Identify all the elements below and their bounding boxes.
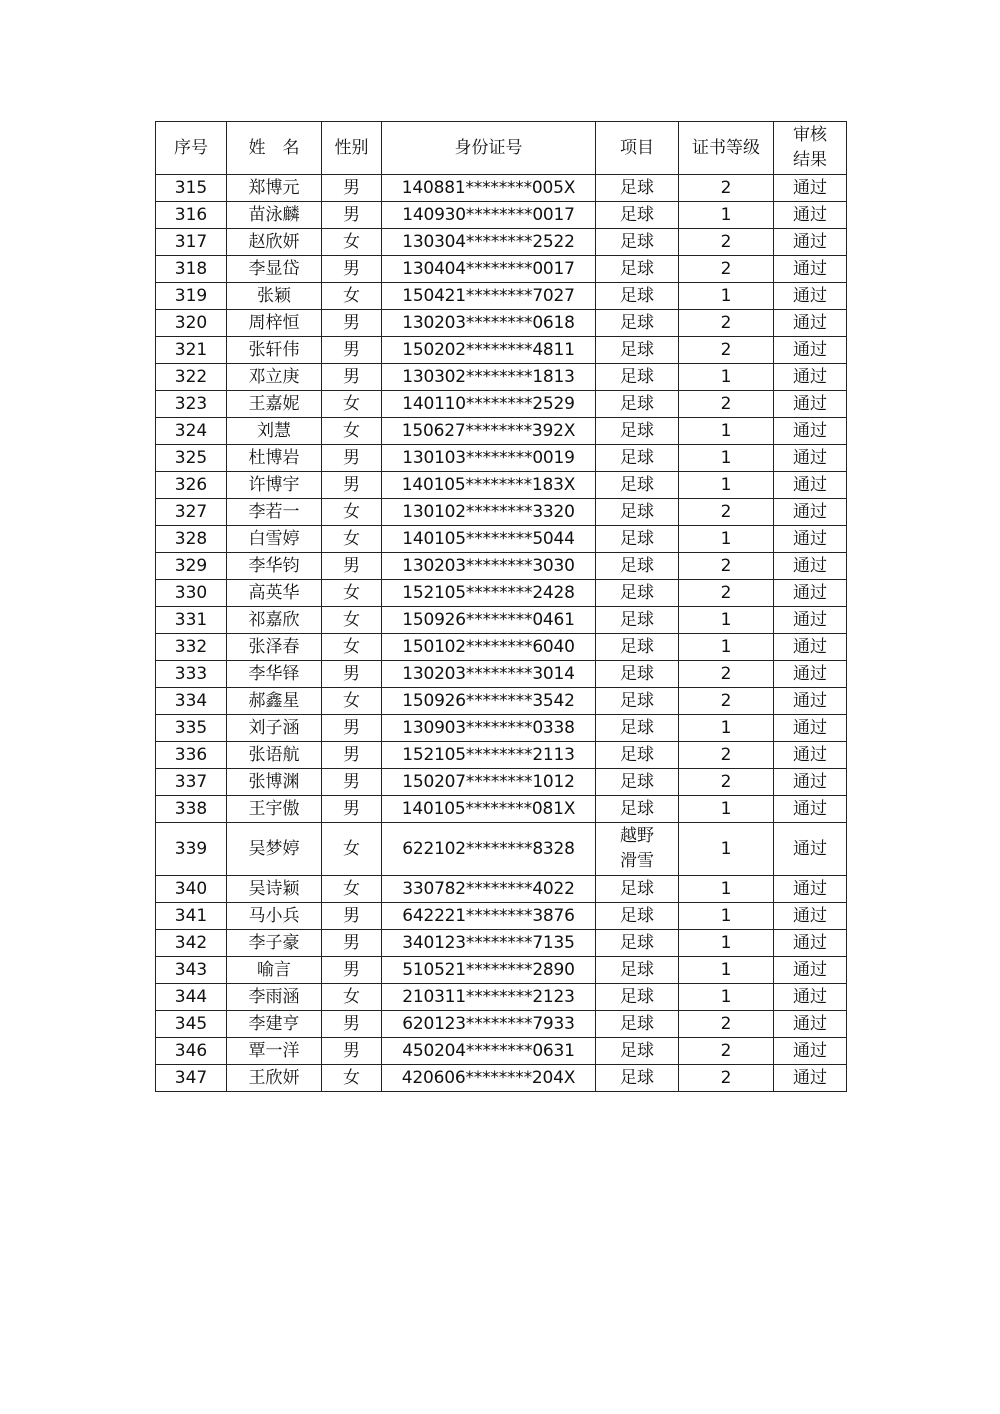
cell-event: 足球	[596, 1038, 679, 1065]
header-review-result-line1: 审核	[793, 125, 827, 145]
cell-id-number: 150207********1012	[382, 769, 596, 796]
cell-name: 李华钧	[227, 553, 322, 580]
header-id-number: 身份证号	[382, 122, 596, 175]
cell-event: 足球	[596, 472, 679, 499]
cell-id-number: 140105********5044	[382, 526, 596, 553]
cell-gender: 男	[322, 796, 382, 823]
cell-event: 足球	[596, 607, 679, 634]
header-review-result-line2: 结果	[793, 150, 827, 170]
cell-certificate-level: 1	[679, 876, 774, 903]
table-row	[156, 580, 847, 607]
cell-name: 吴梦婷	[227, 823, 322, 876]
cell-name: 喻言	[227, 957, 322, 984]
cell-review-result: 通过	[774, 337, 847, 364]
cell-name: 张轩伟	[227, 337, 322, 364]
cell-id-number: 152105********2428	[382, 580, 596, 607]
cell-id-number: 130903********0338	[382, 715, 596, 742]
cell-event: 足球	[596, 229, 679, 256]
cell-seq: 342	[156, 930, 227, 957]
cell-event-line1: 越野	[620, 826, 654, 846]
cell-gender: 女	[322, 229, 382, 256]
cell-event: 足球	[596, 661, 679, 688]
cell-certificate-level: 2	[679, 688, 774, 715]
cell-id-number: 340123********7135	[382, 930, 596, 957]
cell-certificate-level: 1	[679, 607, 774, 634]
table-body	[156, 175, 847, 1092]
cell-event: 足球	[596, 1011, 679, 1038]
cell-id-number: 150202********4811	[382, 337, 596, 364]
cell-event: 足球	[596, 634, 679, 661]
cell-name: 郑博元	[227, 175, 322, 202]
cell-review-result: 通过	[774, 445, 847, 472]
cell-name: 邓立庚	[227, 364, 322, 391]
cell-certificate-level: 2	[679, 391, 774, 418]
cell-name: 张泽春	[227, 634, 322, 661]
cell-review-result: 通过	[774, 175, 847, 202]
cell-seq: 324	[156, 418, 227, 445]
cell-id-number: 642221********3876	[382, 903, 596, 930]
cell-gender: 女	[322, 823, 382, 876]
cell-certificate-level: 2	[679, 1065, 774, 1092]
cell-event: 足球	[596, 1065, 679, 1092]
cell-id-number: 130304********2522	[382, 229, 596, 256]
cell-event: 足球	[596, 957, 679, 984]
cell-name: 李建亨	[227, 1011, 322, 1038]
cell-certificate-level: 1	[679, 634, 774, 661]
cell-gender: 男	[322, 364, 382, 391]
cell-seq: 345	[156, 1011, 227, 1038]
table-row	[156, 661, 847, 688]
table-row	[156, 445, 847, 472]
table-row	[156, 526, 847, 553]
table-row	[156, 634, 847, 661]
cell-review-result: 通过	[774, 634, 847, 661]
cell-event: 足球	[596, 715, 679, 742]
header-gender: 性别	[322, 122, 382, 175]
cell-gender: 男	[322, 930, 382, 957]
cell-event: 足球	[596, 553, 679, 580]
cell-seq: 344	[156, 984, 227, 1011]
table-row	[156, 391, 847, 418]
header-review-result-stack	[793, 123, 827, 173]
table-row	[156, 553, 847, 580]
cell-review-result: 通过	[774, 742, 847, 769]
cell-name: 高英华	[227, 580, 322, 607]
cell-review-result: 通过	[774, 661, 847, 688]
cell-id-number: 620123********7933	[382, 1011, 596, 1038]
cell-certificate-level: 2	[679, 229, 774, 256]
cell-id-number: 152105********2113	[382, 742, 596, 769]
cell-gender: 女	[322, 580, 382, 607]
table-row	[156, 418, 847, 445]
cell-event: 足球	[596, 580, 679, 607]
cell-seq: 329	[156, 553, 227, 580]
cell-review-result: 通过	[774, 930, 847, 957]
cell-seq: 318	[156, 256, 227, 283]
table-row	[156, 472, 847, 499]
cell-certificate-level: 2	[679, 580, 774, 607]
cell-name: 杜博岩	[227, 445, 322, 472]
cell-event: 足球	[596, 876, 679, 903]
cell-seq: 321	[156, 337, 227, 364]
cell-review-result: 通过	[774, 391, 847, 418]
cell-gender: 女	[322, 499, 382, 526]
cell-review-result: 通过	[774, 1065, 847, 1092]
cell-review-result: 通过	[774, 229, 847, 256]
cell-name: 张语航	[227, 742, 322, 769]
cell-review-result: 通过	[774, 526, 847, 553]
cell-id-number: 330782********4022	[382, 876, 596, 903]
cell-name: 王嘉妮	[227, 391, 322, 418]
cell-certificate-level: 2	[679, 1011, 774, 1038]
cell-seq: 323	[156, 391, 227, 418]
cell-seq: 337	[156, 769, 227, 796]
cell-gender: 男	[322, 256, 382, 283]
table-row	[156, 876, 847, 903]
cell-id-number: 420606********204X	[382, 1065, 596, 1092]
cell-gender: 男	[322, 337, 382, 364]
cell-gender: 男	[322, 903, 382, 930]
cell-gender: 男	[322, 661, 382, 688]
cell-event	[596, 823, 679, 876]
cell-seq: 341	[156, 903, 227, 930]
cell-id-number: 150926********3542	[382, 688, 596, 715]
cell-gender: 女	[322, 607, 382, 634]
cell-review-result: 通过	[774, 769, 847, 796]
cell-event: 足球	[596, 256, 679, 283]
cell-review-result: 通过	[774, 796, 847, 823]
cell-certificate-level: 1	[679, 903, 774, 930]
table-row	[156, 742, 847, 769]
cell-gender: 女	[322, 391, 382, 418]
table-row	[156, 930, 847, 957]
table-row	[156, 688, 847, 715]
cell-certificate-level: 2	[679, 661, 774, 688]
cell-gender: 男	[322, 202, 382, 229]
cell-review-result: 通过	[774, 876, 847, 903]
cell-event: 足球	[596, 283, 679, 310]
cell-event: 足球	[596, 769, 679, 796]
cell-name: 覃一洋	[227, 1038, 322, 1065]
header-name: 姓 名	[227, 122, 322, 175]
cell-gender: 男	[322, 957, 382, 984]
cell-id-number: 130404********0017	[382, 256, 596, 283]
table-row	[156, 499, 847, 526]
table-row	[156, 175, 847, 202]
cell-review-result: 通过	[774, 607, 847, 634]
table-row	[156, 607, 847, 634]
header-event: 项目	[596, 122, 679, 175]
cell-gender: 男	[322, 742, 382, 769]
cell-certificate-level: 2	[679, 175, 774, 202]
cell-id-number: 130203********0618	[382, 310, 596, 337]
cell-seq: 319	[156, 283, 227, 310]
cell-review-result: 通过	[774, 499, 847, 526]
cell-certificate-level: 1	[679, 418, 774, 445]
cell-certificate-level: 1	[679, 957, 774, 984]
cell-id-number: 130103********0019	[382, 445, 596, 472]
cell-event: 足球	[596, 526, 679, 553]
cell-gender: 男	[322, 445, 382, 472]
cell-certificate-level: 1	[679, 472, 774, 499]
cell-event: 足球	[596, 984, 679, 1011]
cell-review-result: 通过	[774, 472, 847, 499]
cell-name: 李显岱	[227, 256, 322, 283]
cell-id-number: 622102********8328	[382, 823, 596, 876]
cell-id-number: 140881********005X	[382, 175, 596, 202]
cell-review-result: 通过	[774, 553, 847, 580]
cell-id-number: 150926********0461	[382, 607, 596, 634]
table-row	[156, 769, 847, 796]
cell-seq: 340	[156, 876, 227, 903]
cell-seq: 331	[156, 607, 227, 634]
cell-id-number: 130302********1813	[382, 364, 596, 391]
cell-certificate-level: 2	[679, 1038, 774, 1065]
cell-certificate-level: 1	[679, 283, 774, 310]
cell-gender: 女	[322, 418, 382, 445]
cell-id-number: 140105********081X	[382, 796, 596, 823]
cell-review-result: 通过	[774, 202, 847, 229]
cell-event: 足球	[596, 445, 679, 472]
cell-gender: 男	[322, 1011, 382, 1038]
cell-id-number: 150421********7027	[382, 283, 596, 310]
cell-name: 李华铎	[227, 661, 322, 688]
cell-certificate-level: 2	[679, 310, 774, 337]
cell-review-result: 通过	[774, 903, 847, 930]
table-header	[156, 122, 847, 175]
cell-event: 足球	[596, 202, 679, 229]
cell-certificate-level: 1	[679, 930, 774, 957]
cell-seq: 326	[156, 472, 227, 499]
cell-name: 郝鑫星	[227, 688, 322, 715]
cell-certificate-level: 1	[679, 445, 774, 472]
cell-certificate-level: 2	[679, 337, 774, 364]
cell-name: 李雨涵	[227, 984, 322, 1011]
cell-certificate-level: 1	[679, 796, 774, 823]
table-row	[156, 256, 847, 283]
cell-certificate-level: 1	[679, 526, 774, 553]
cell-event: 足球	[596, 796, 679, 823]
cell-event: 足球	[596, 391, 679, 418]
cell-name: 张颖	[227, 283, 322, 310]
cell-gender: 女	[322, 688, 382, 715]
cell-event: 足球	[596, 688, 679, 715]
cell-review-result: 通过	[774, 283, 847, 310]
table-row	[156, 957, 847, 984]
cell-event: 足球	[596, 930, 679, 957]
table-row	[156, 1038, 847, 1065]
cell-review-result: 通过	[774, 418, 847, 445]
cell-seq: 334	[156, 688, 227, 715]
cell-certificate-level: 1	[679, 715, 774, 742]
cell-name: 祁嘉欣	[227, 607, 322, 634]
cell-seq: 325	[156, 445, 227, 472]
cell-name: 赵欣妍	[227, 229, 322, 256]
cell-id-number: 140110********2529	[382, 391, 596, 418]
cell-id-number: 130203********3014	[382, 661, 596, 688]
cell-seq: 327	[156, 499, 227, 526]
table-row	[156, 337, 847, 364]
header-review-result	[774, 122, 847, 175]
cell-seq: 335	[156, 715, 227, 742]
table-row	[156, 903, 847, 930]
cell-seq: 338	[156, 796, 227, 823]
cell-event: 足球	[596, 418, 679, 445]
table-row	[156, 229, 847, 256]
cell-seq: 339	[156, 823, 227, 876]
cell-review-result: 通过	[774, 984, 847, 1011]
cell-seq: 346	[156, 1038, 227, 1065]
cell-review-result: 通过	[774, 1038, 847, 1065]
header-row	[156, 122, 847, 175]
header-certificate-level: 证书等级	[679, 122, 774, 175]
cell-certificate-level: 2	[679, 742, 774, 769]
cell-gender: 女	[322, 876, 382, 903]
cell-seq: 347	[156, 1065, 227, 1092]
cell-name: 张博渊	[227, 769, 322, 796]
cell-review-result: 通过	[774, 580, 847, 607]
table-row	[156, 823, 847, 876]
cell-certificate-level: 1	[679, 364, 774, 391]
cell-event-stack	[620, 824, 654, 874]
cell-gender: 女	[322, 283, 382, 310]
cell-seq: 328	[156, 526, 227, 553]
cell-certificate-level: 2	[679, 769, 774, 796]
cell-seq: 333	[156, 661, 227, 688]
cell-gender: 女	[322, 526, 382, 553]
cell-event: 足球	[596, 337, 679, 364]
table-row	[156, 202, 847, 229]
cell-seq: 343	[156, 957, 227, 984]
cell-name: 李若一	[227, 499, 322, 526]
cell-review-result: 通过	[774, 1011, 847, 1038]
cell-gender: 男	[322, 472, 382, 499]
cell-id-number: 130102********3320	[382, 499, 596, 526]
cell-seq: 330	[156, 580, 227, 607]
table-row	[156, 310, 847, 337]
cell-certificate-level: 2	[679, 553, 774, 580]
cell-review-result: 通过	[774, 957, 847, 984]
cell-certificate-level: 1	[679, 984, 774, 1011]
cell-name: 苗泳麟	[227, 202, 322, 229]
cell-name: 王欣妍	[227, 1065, 322, 1092]
cell-review-result: 通过	[774, 256, 847, 283]
cell-id-number: 450204********0631	[382, 1038, 596, 1065]
cell-event: 足球	[596, 175, 679, 202]
cell-name: 刘慧	[227, 418, 322, 445]
header-seq: 序号	[156, 122, 227, 175]
cell-review-result: 通过	[774, 364, 847, 391]
cell-gender: 女	[322, 984, 382, 1011]
cell-id-number: 510521********2890	[382, 957, 596, 984]
table-row	[156, 715, 847, 742]
cell-gender: 男	[322, 553, 382, 580]
cell-review-result: 通过	[774, 715, 847, 742]
cell-seq: 332	[156, 634, 227, 661]
cell-gender: 女	[322, 1065, 382, 1092]
cell-seq: 316	[156, 202, 227, 229]
cell-review-result: 通过	[774, 310, 847, 337]
cell-gender: 男	[322, 715, 382, 742]
cell-id-number: 150102********6040	[382, 634, 596, 661]
cell-name: 李子豪	[227, 930, 322, 957]
cell-gender: 男	[322, 769, 382, 796]
cell-event: 足球	[596, 310, 679, 337]
table-row	[156, 1065, 847, 1092]
certificate-roster-table	[155, 121, 847, 1092]
table-row	[156, 984, 847, 1011]
cell-review-result: 通过	[774, 688, 847, 715]
cell-gender: 男	[322, 1038, 382, 1065]
cell-certificate-level: 2	[679, 256, 774, 283]
cell-gender: 男	[322, 310, 382, 337]
cell-name: 白雪婷	[227, 526, 322, 553]
table-row	[156, 1011, 847, 1038]
cell-name: 马小兵	[227, 903, 322, 930]
cell-seq: 317	[156, 229, 227, 256]
cell-event: 足球	[596, 364, 679, 391]
table-row	[156, 796, 847, 823]
cell-certificate-level: 2	[679, 499, 774, 526]
cell-seq: 320	[156, 310, 227, 337]
cell-event: 足球	[596, 742, 679, 769]
cell-id-number: 140105********183X	[382, 472, 596, 499]
cell-certificate-level: 1	[679, 202, 774, 229]
cell-event-line2: 滑雪	[620, 851, 654, 871]
cell-seq: 315	[156, 175, 227, 202]
cell-event: 足球	[596, 903, 679, 930]
table-row	[156, 364, 847, 391]
cell-review-result: 通过	[774, 823, 847, 876]
cell-id-number: 130203********3030	[382, 553, 596, 580]
cell-seq: 336	[156, 742, 227, 769]
cell-seq: 322	[156, 364, 227, 391]
cell-event: 足球	[596, 499, 679, 526]
cell-gender: 男	[322, 175, 382, 202]
cell-certificate-level: 1	[679, 823, 774, 876]
cell-id-number: 140930********0017	[382, 202, 596, 229]
cell-name: 周梓恒	[227, 310, 322, 337]
cell-gender: 女	[322, 634, 382, 661]
cell-name: 王宇傲	[227, 796, 322, 823]
cell-id-number: 210311********2123	[382, 984, 596, 1011]
cell-name: 许博宇	[227, 472, 322, 499]
table-row	[156, 283, 847, 310]
cell-id-number: 150627********392X	[382, 418, 596, 445]
cell-name: 刘子涵	[227, 715, 322, 742]
cell-name: 吴诗颖	[227, 876, 322, 903]
